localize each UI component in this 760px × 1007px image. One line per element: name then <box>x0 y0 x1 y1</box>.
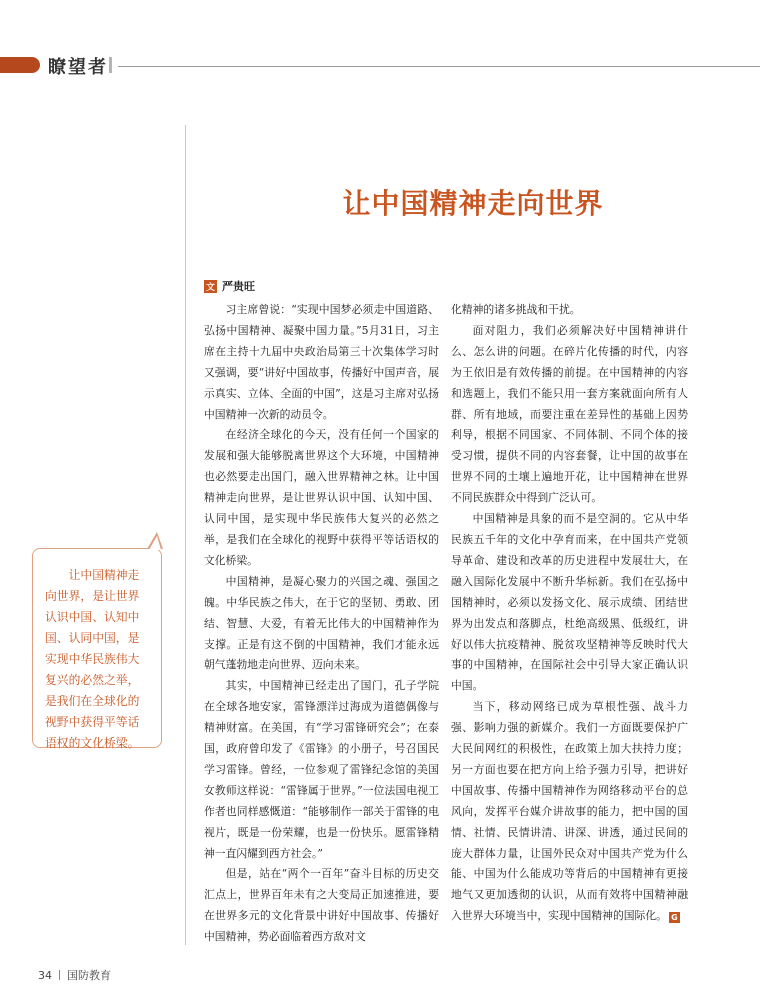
paragraph: 中国精神，是凝心聚力的兴国之魂、强国之魄。中华民族之伟大，在于它的坚韧、勇敢、团结、智慧、大爱，有着无比伟大的中国精神作为支撑。正是有这不倒的中国精神，我们才能永远朝气蓬勃地走向世界、迈向未来。 <box>204 574 439 672</box>
paragraph-last <box>451 697 688 927</box>
header-rule <box>118 66 760 67</box>
header-tick <box>109 57 112 73</box>
header-accent-bar <box>0 57 40 73</box>
pull-quote: 让中国精神走向世界，是让世界认识中国、认知中国、认同中国，是实现中华民族伟大复兴的必然之举，是我们在全球化的视野中获得平等话语权的文化桥梁。 <box>32 548 162 748</box>
paragraph: 面对阻力，我们必须解决好中国精神讲什么、怎么讲的问题。在碎片化传播的时代，内容为王依旧是有效传播的前提。在中国精神的内容和选题上，我们不能只用一套方案就面向所有人群、所有地域，而要注重在差异性的基础上因势利导，根据不同国家、不同体制、不同个体的接受习惯，提供不同的内容套餐，让中国的故事在世界不同的土壤上遍地开花，让中国精神在世界不同民族群众中得到广泛认可。 <box>451 323 688 505</box>
paragraph: 但是，站在“两个一百年”奋斗目标的历史交汇点上，世界百年未有之大变局正加速推进，要在世界多元的文化背景中讲好中国故事、传播好中国精神，势必面临着西方敌对文 <box>204 867 439 944</box>
section-title: 瞭望者 <box>48 57 108 78</box>
paragraph-text: 当下，移动网络已成为草根性强、战斗力强、影响力强的新媒介。我们一方面既要保护广大民间网红的积极性，在政策上加大扶持力度；另一方面也要在把方向上给予强力引导，把讲好中国故事、传播中国精神作为网络移动平台的总风向，发挥平台媒介讲故事的能力，把中国的国情、社情、民情讲清、讲深、讲透，通过民间的庞大群体力量，让国外民众对中国共产党为什么能、中国为什么能成功等背后的中国精神有更接地气又更加透彻的认识，从而有效将中国精神融入世界大环境当中，实现中国精神的国际化。 <box>451 700 688 923</box>
page-footer <box>38 967 111 983</box>
publication-name: 国防教育 <box>67 969 111 982</box>
byline <box>204 278 255 294</box>
paragraph: 中国精神是具象的而不是空洞的。它从中华民族五千年的文化中孕育而来，在中国共产党领导革命、建设和改革的历史进程中发展壮大，在融入国际化发展中不断升华标新。我们在弘扬中国精神时，必须以发扬文化、展示成绩、团结世界为出发点和落脚点，杜绝高级黑、低级红，讲好以伟大抗疫精神、脱贫攻坚精神等反映时代大事的中国精神，在国际社会中引导大家正确认识中国。 <box>451 512 688 693</box>
article-column-1 <box>204 300 439 948</box>
end-mark-icon: G <box>669 912 680 923</box>
paragraph: 其实，中国精神已经走出了国门，孔子学院在全球各地安家，雷锋漂洋过海成为道德偶像与精神财富。在美国，有“学习雷锋研究会”；在泰国，政府曾印发了《雷锋》的小册子，号召国民学习雷锋。曾经，一位参观了雷锋纪念馆的美国女教师这样说：“雷锋属于世界。”一位法国电视工作者也同样感慨道：“能够制作一部关于雷锋的电视片，既是一份荣耀，也是一份快乐。愿雷锋精神一直闪耀到西方社会。” <box>204 679 439 860</box>
paragraph: 习主席曾说：“实现中国梦必须走中国道路、弘扬中国精神、凝聚中国力量。”5月31日，习主席在主持十九届中央政治局第三十次集体学习时又强调，要“讲好中国故事，传播好中国声音，展示真实、立体、全面的中国”，这是习主席对弘扬中国精神一次新的动员令。 <box>204 303 439 421</box>
footer-separator <box>59 970 60 980</box>
pull-quote-tail-inner <box>149 536 161 550</box>
paragraph: 化精神的诸多挑战和干扰。 <box>451 303 581 316</box>
article-column-2 <box>451 300 688 927</box>
author-name: 严贵旺 <box>222 280 255 293</box>
page-number: 34 <box>38 968 52 982</box>
article-title: 让中国精神走向世界 <box>342 187 604 220</box>
author-mark-icon: 文 <box>204 280 217 293</box>
column-divider <box>185 125 186 945</box>
paragraph: 在经济全球化的今天，没有任何一个国家的发展和强大能够脱离世界这个大环境，中国精神也必然要走出国门，融入世界精神之林。让中国精神走向世界，是让世界认识中国、认知中国、认同中国，是实现中华民族伟大复兴的必然之举，是我们在全球化的视野中获得平等话语权的文化桥梁。 <box>204 428 439 567</box>
